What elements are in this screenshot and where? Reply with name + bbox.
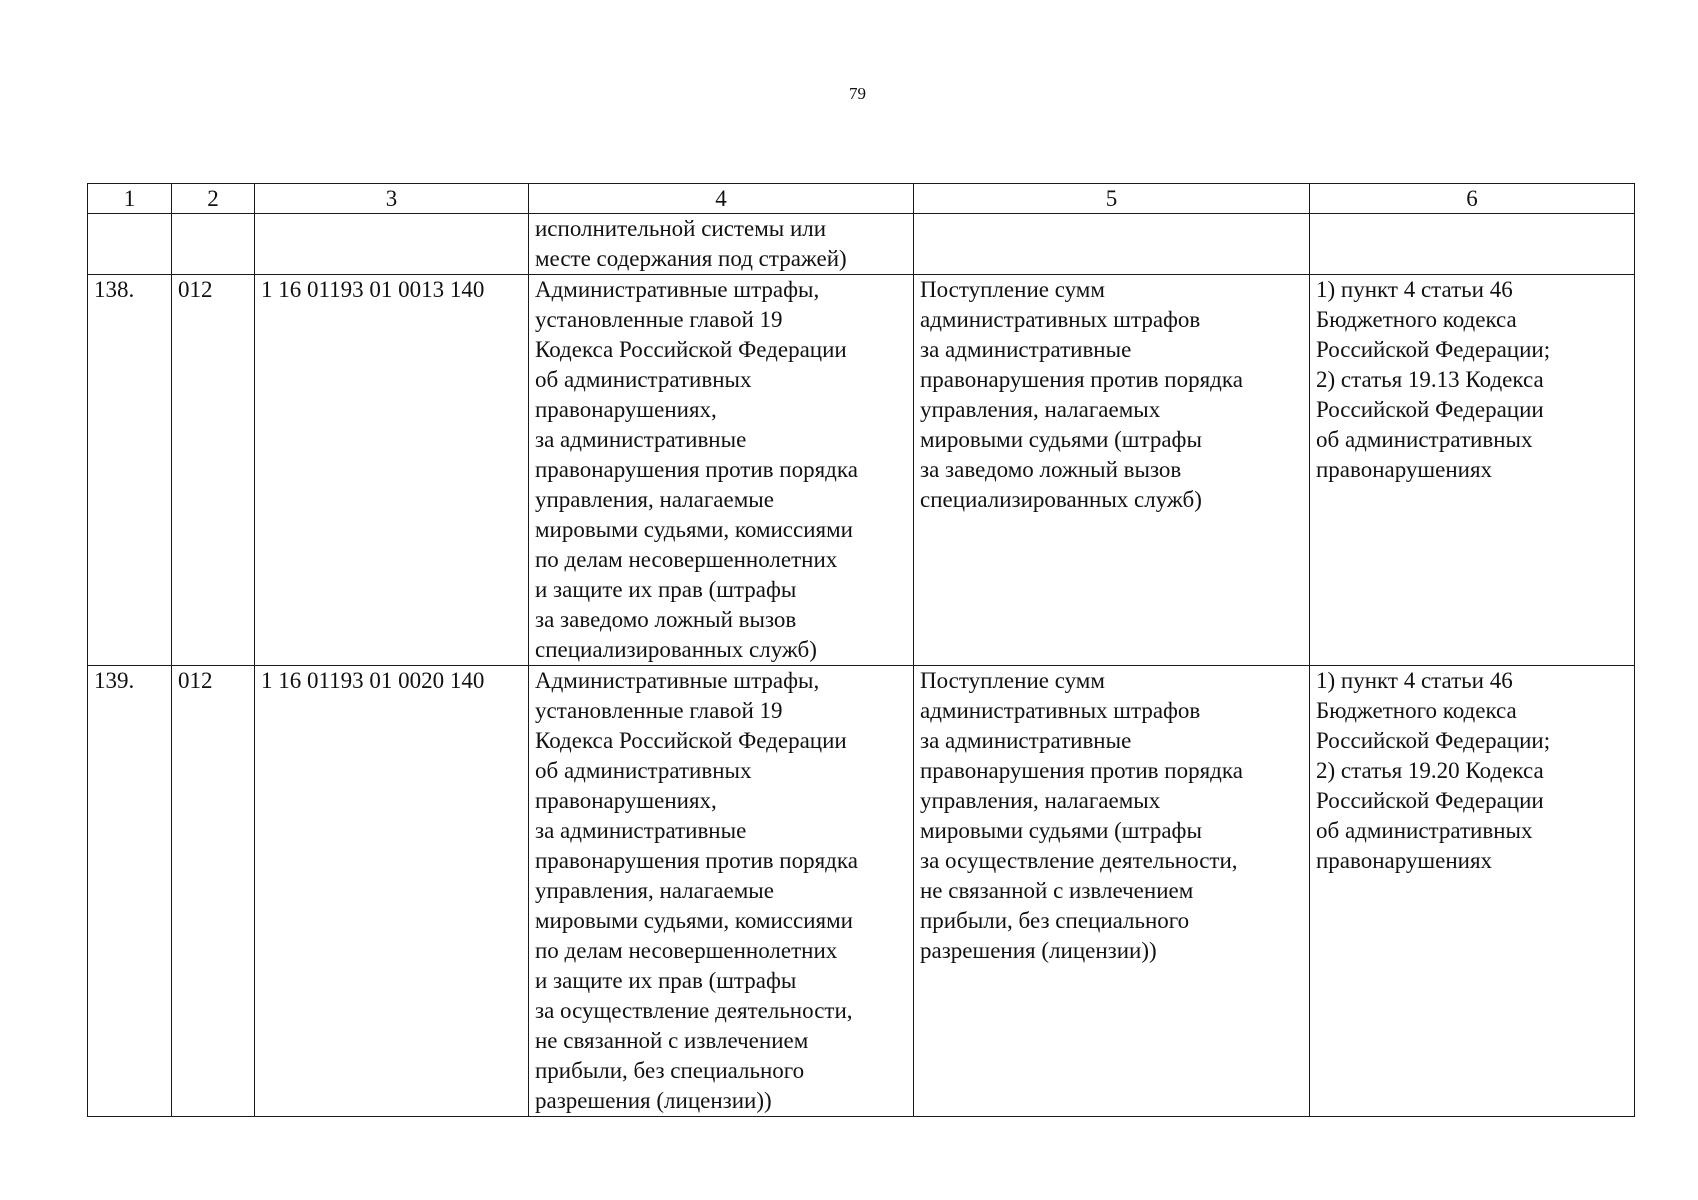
cell-text-line: за административные: [920, 337, 1132, 362]
cell-text-line: разрешения (лицензии)): [535, 1088, 772, 1113]
cell-text-line: об административных: [535, 758, 752, 783]
row-number-cell: 139.: [88, 666, 172, 1117]
cell-text-line: 1) пункт 4 статьи 46: [1316, 668, 1513, 693]
page-number: 79: [849, 84, 866, 103]
cell-text-line: разрешения (лицензии)): [920, 938, 1157, 963]
cell-text-line: правонарушения против порядка: [535, 848, 858, 873]
cell-text-line: 2) статья 19.13 Кодекса: [1316, 367, 1544, 392]
cell-text-line: управления, налагаемых: [920, 397, 1161, 422]
legal-basis-cell: [1310, 275, 1635, 666]
income-name-cell: [529, 666, 914, 1117]
cell-text-line: Административные штрафы,: [535, 668, 820, 693]
row-number-cell: [88, 214, 172, 275]
cell-text-line: мировыми судьями, комиссиями: [535, 908, 853, 933]
header-cell: 3: [255, 184, 529, 214]
cell-text-line: правонарушениях,: [535, 397, 717, 422]
header-cell: 4: [529, 184, 914, 214]
cell-text-line: административных штрафов: [920, 698, 1201, 723]
legal-basis-cell: [1310, 214, 1635, 275]
cell-text-line: не связанной с извлечением: [535, 1028, 809, 1053]
cell-text-line: установленные главой 19: [535, 698, 783, 723]
cell-text-line: правонарушениях: [1316, 457, 1493, 482]
table-body: [88, 214, 1635, 1117]
admin-code-cell: [172, 214, 255, 275]
cell-text-line: за заведомо ложный вызов: [920, 457, 1182, 482]
cell-text-line: не связанной с извлечением: [920, 878, 1194, 903]
cell-text-line: управления, налагаемые: [535, 487, 774, 512]
cell-text-line: Российской Федерации;: [1316, 337, 1551, 362]
budget-code-cell: 1 16 01193 01 0020 140: [255, 666, 529, 1117]
income-description-cell: [914, 666, 1310, 1117]
cell-text-line: об административных: [1316, 818, 1533, 843]
cell-text-line: и защите их прав (штрафы: [535, 968, 797, 993]
cell-text-line: по делам несовершеннолетних: [535, 547, 838, 572]
cell-text-line: об административных: [535, 367, 752, 392]
cell-text-line: правонарушения против порядка: [920, 367, 1243, 392]
row-number-cell: 138.: [88, 275, 172, 666]
header-cell: 1: [88, 184, 172, 214]
income-name-cell: [529, 275, 914, 666]
cell-text-line: за административные: [535, 818, 747, 843]
income-name-cell: [529, 214, 914, 275]
cell-text-line: Поступление сумм: [920, 277, 1105, 302]
budget-classification-table: [87, 183, 1635, 1117]
budget-code-cell: [255, 214, 529, 275]
admin-code-cell: 012: [172, 275, 255, 666]
cell-text-line: Кодекса Российской Федерации: [535, 728, 847, 753]
cell-text-line: мировыми судьями, комиссиями: [535, 517, 853, 542]
cell-text-line: 1) пункт 4 статьи 46: [1316, 277, 1513, 302]
table-row: [88, 666, 1635, 1117]
cell-text-line: специализированных служб): [920, 487, 1202, 512]
budget-code-cell: 1 16 01193 01 0013 140: [255, 275, 529, 666]
cell-text-line: Российской Федерации: [1316, 397, 1544, 422]
cell-text-line: Российской Федерации: [1316, 788, 1544, 813]
header-cell: 5: [914, 184, 1310, 214]
cell-text-line: управления, налагаемые: [535, 878, 774, 903]
cell-text-line: Бюджетного кодекса: [1316, 698, 1517, 723]
cell-text-line: за заведомо ложный вызов: [535, 607, 797, 632]
admin-code-cell: 012: [172, 666, 255, 1117]
cell-text-line: правонарушения против порядка: [920, 758, 1243, 783]
cell-text-line: прибыли, без специального: [920, 908, 1190, 933]
cell-text-line: правонарушения против порядка: [535, 457, 858, 482]
cell-text-line: Бюджетного кодекса: [1316, 307, 1517, 332]
cell-text-line: специализированных служб): [535, 637, 817, 662]
cell-text-line: и защите их прав (штрафы: [535, 577, 797, 602]
cell-text-line: по делам несовершеннолетних: [535, 938, 838, 963]
cell-text-line: Российской Федерации;: [1316, 728, 1551, 753]
cell-text-line: прибыли, без специального: [535, 1058, 805, 1083]
header-row: [88, 184, 1635, 214]
cell-text-line: месте содержания под стражей): [535, 246, 847, 271]
cell-text-line: Поступление сумм: [920, 668, 1105, 693]
cell-text-line: Административные штрафы,: [535, 277, 820, 302]
legal-basis-cell: [1310, 666, 1635, 1117]
cell-text-line: за административные: [535, 427, 747, 452]
cell-text-line: за осуществление деятельности,: [535, 998, 853, 1023]
table-row: [88, 275, 1635, 666]
cell-text-line: мировыми судьями (штрафы: [920, 427, 1202, 452]
cell-text-line: правонарушениях,: [535, 788, 717, 813]
income-description-cell: [914, 214, 1310, 275]
cell-text-line: правонарушениях: [1316, 848, 1493, 873]
cell-text-line: мировыми судьями (штрафы: [920, 818, 1202, 843]
cell-text-line: за административные: [920, 728, 1132, 753]
cell-text-line: за осуществление деятельности,: [920, 848, 1238, 873]
header-cell: 6: [1310, 184, 1635, 214]
cell-text-line: административных штрафов: [920, 307, 1201, 332]
table-row: [88, 214, 1635, 275]
cell-text-line: 2) статья 19.20 Кодекса: [1316, 758, 1544, 783]
cell-text-line: управления, налагаемых: [920, 788, 1161, 813]
cell-text-line: Кодекса Российской Федерации: [535, 337, 847, 362]
cell-text-line: исполнительной системы или: [535, 216, 827, 241]
header-cell: 2: [172, 184, 255, 214]
cell-text-line: об административных: [1316, 427, 1533, 452]
cell-text-line: установленные главой 19: [535, 307, 783, 332]
income-description-cell: [914, 275, 1310, 666]
